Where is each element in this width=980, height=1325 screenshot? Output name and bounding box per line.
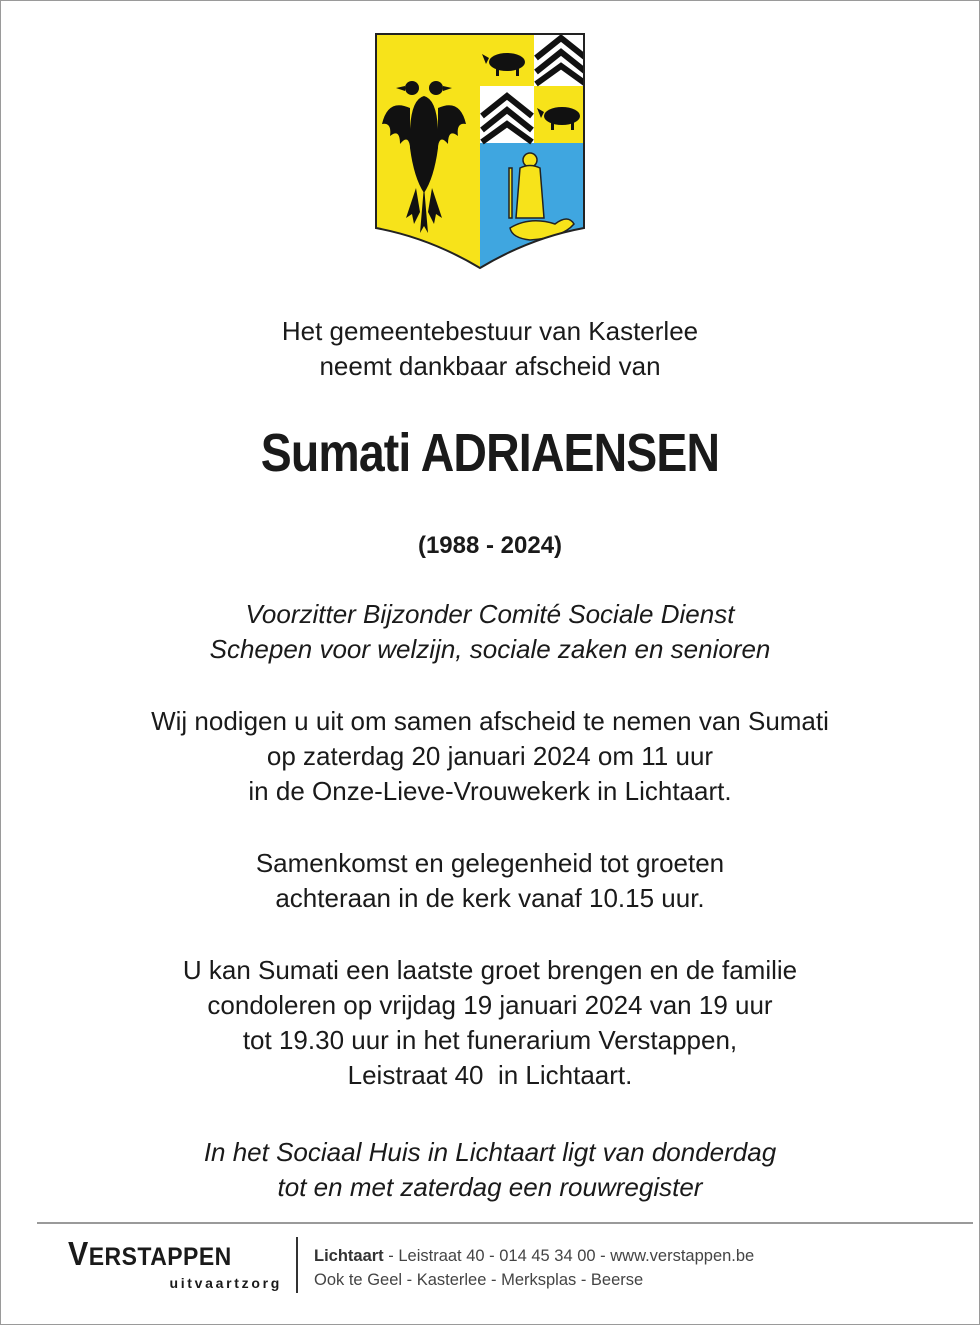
visitation-line: tot 19.30 uur in het funerarium Verstappen, — [242, 1025, 738, 1055]
ceremony-line: in de Onze-Lieve-Vrouwekerk in Lichtaart. — [248, 776, 732, 806]
role-line: Voorzitter Bijzonder Comité Sociale Dienst — [245, 599, 735, 629]
logo-initial: V — [68, 1235, 89, 1272]
ceremony-info — [0, 704, 980, 809]
deceased-name: Sumati ADRIAENSEN — [260, 423, 720, 483]
condolence-register-info — [0, 1135, 980, 1205]
footer-contact-line — [314, 1244, 754, 1268]
gathering-line: achteraan in de kerk vanaf 10.15 uur. — [275, 883, 705, 913]
life-years: (1988 - 2024) — [417, 532, 563, 559]
footer-divider — [37, 1222, 973, 1224]
visitation-line: U kan Sumati een laatste groet brengen en de familie — [182, 955, 798, 985]
ceremony-line: Wij nodigen u uit om samen afscheid te nemen van Sumati — [151, 706, 829, 736]
logo-rest: ERSTAPPEN — [88, 1243, 232, 1271]
footer-address-phone-web: - Leistraat 40 - 014 45 34 00 - www.verstappen.be — [383, 1247, 755, 1265]
visitation-info — [0, 953, 980, 1093]
ceremony-line: op zaterdag 20 januari 2024 om 11 uur — [266, 741, 714, 771]
gathering-line: Samenkomst en gelegenheid tot groeten — [255, 848, 725, 878]
register-line: tot en met zaterdag een rouwregister — [277, 1172, 703, 1202]
role-line: Schepen voor welzijn, sociale zaken en senioren — [209, 634, 771, 664]
visitation-line: condoleren op vrijdag 19 januari 2024 van 19 uur — [207, 990, 773, 1020]
footer-town: Lichtaart — [314, 1247, 384, 1265]
intro-text — [0, 314, 980, 384]
intro-line: neemt dankbaar afscheid van — [319, 351, 661, 381]
logo-subtitle: uitvaartzorg — [169, 1275, 282, 1291]
footer-contact — [314, 1244, 754, 1292]
verstappen-logo — [68, 1236, 286, 1291]
roles — [0, 597, 980, 667]
logo-wordmark — [68, 1236, 269, 1275]
visitation-line: Leistraat 40 in Lichtaart. — [347, 1060, 633, 1090]
gathering-info — [0, 846, 980, 916]
kasterlee-coat-of-arms-icon — [370, 28, 590, 270]
footer-separator — [296, 1237, 298, 1293]
register-line: In het Sociaal Huis in Lichtaart ligt van donderdag — [203, 1137, 777, 1167]
footer-locations: Ook te Geel - Kasterlee - Merksplas - Beerse — [314, 1271, 644, 1289]
intro-line: Het gemeentebestuur van Kasterlee — [281, 316, 699, 346]
